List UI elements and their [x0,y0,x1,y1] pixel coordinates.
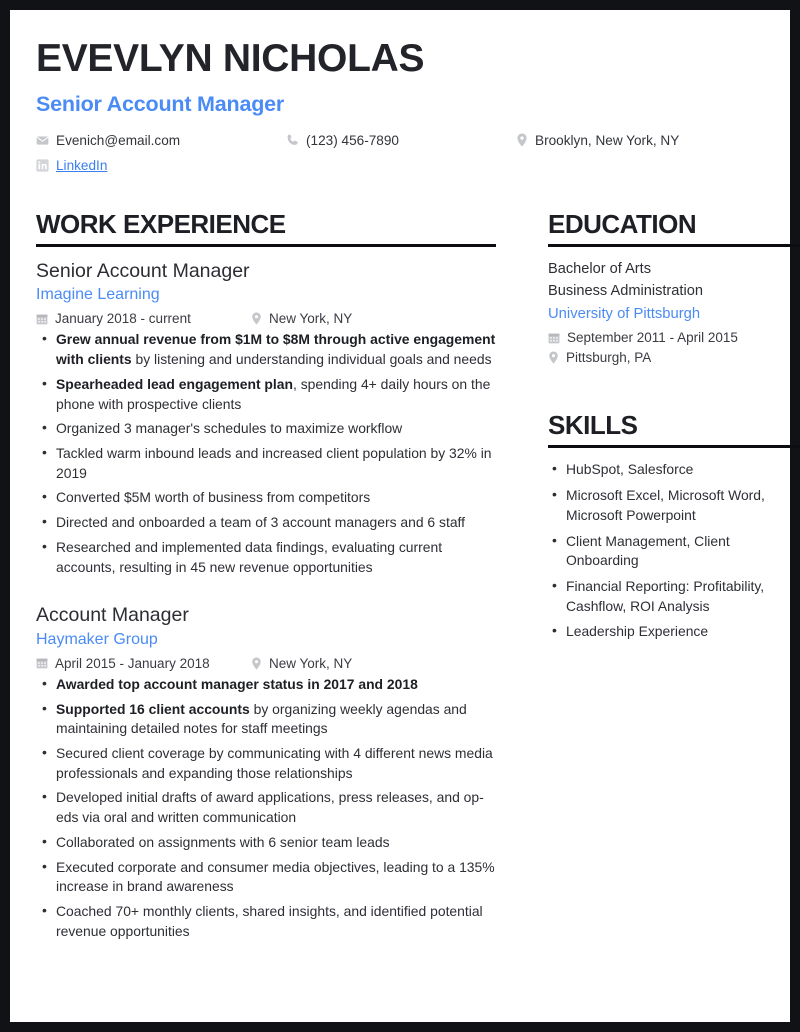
section-skills [548,410,800,642]
skills-heading-wrap [548,410,800,448]
work-entry-location [251,656,352,671]
work-entry-org: Imagine Learning [36,286,160,304]
bullet-item [36,744,496,783]
contact-phone-text: (123) 456-7890 [306,132,399,148]
list-item: • Financial Reporting: Profitability, Cashflow, ROI Analysis [548,577,800,616]
section-education [548,209,800,365]
contact-linkedin[interactable] [36,158,107,173]
bullet-rest: Executed corporate and consumer media objectives, leading to a 135% increase in brand awareness [56,858,495,895]
work-entry-role: Account Manager [36,604,189,627]
work-entry [36,259,496,577]
work-entry-bullets [36,330,496,577]
work-entry-bullets [36,675,496,942]
contact-email-text: Evenich@email.com [56,132,181,148]
contact-row-secondary [36,158,768,173]
education-location [548,350,800,365]
map-pin-icon [516,133,528,147]
bullet-rest: Directed and onboarded a team of 3 account managers and 6 staff [56,514,466,531]
bullet-bold: Grew annual revenue from $1M to $8M through active engagement with clients [56,331,496,368]
resume-body [36,209,768,947]
bullet-item [36,538,496,577]
resume-page [10,10,790,1022]
list-item: • Microsoft Excel, Microsoft Word, Microsoft Powerpoint [548,486,800,525]
bullet-item [36,419,496,439]
education-field: Business Administration [548,282,703,299]
work-entry-dates-text: January 2018 - current [55,311,191,327]
contact-location [516,133,679,148]
bullet-item [36,330,496,369]
work-entry-location-text: New York, NY [269,655,353,671]
bullet-bold: Supported 16 client accounts [56,700,250,717]
contact-phone[interactable] [286,133,516,148]
bullet-rest: , spending 4+ daily hours on the phone with prospective clients [56,375,491,412]
education-school: University of Pittsburgh [548,306,701,323]
bullet-rest: Converted $5M worth of business from competitors [56,489,371,506]
map-pin-icon [548,351,559,364]
calendar-icon [548,332,560,344]
bullet-item [36,700,496,739]
section-work-experience [36,209,496,942]
contact-linkedin-text[interactable]: LinkedIn [56,157,108,173]
bullet-rest: Secured client coverage by communicating with 4 different news media professionals and expanding those relationships [56,744,493,781]
list-item: • Client Management, Client Onboarding [548,532,800,571]
work-experience-heading-wrap [36,209,496,247]
education-heading: EDUCATION [548,208,697,239]
work-entry [36,603,496,941]
resume-header [36,39,768,173]
work-entry-dates [36,656,251,671]
skills-heading: SKILLS [548,410,638,441]
bullet-item [36,444,496,483]
bullet-rest: Coached 70+ monthly clients, shared insights, and identified potential revenue opportunities [56,903,483,939]
bullet-rest: Tackled warm inbound leads and increased client population by 32% in 2019 [56,444,492,481]
work-entry-meta [36,311,496,326]
contact-location-text: Brooklyn, New York, NY [535,132,680,148]
envelope-icon [36,134,49,147]
column-gap [496,209,548,947]
work-entry-dates-text: April 2015 - January 2018 [55,655,210,671]
bullet-item [36,375,496,414]
education-heading-wrap [548,209,800,247]
phone-icon [286,133,299,147]
education-degree: Bachelor of Arts [548,260,652,277]
map-pin-icon [251,312,262,325]
bullet-rest: Researched and implemented data findings, evaluating current accounts, resulting in 45 new revenue opportunities [56,538,443,575]
bullet-item [36,488,496,508]
work-entry-location [251,311,352,326]
work-experience-heading: WORK EXPERIENCE [36,208,286,239]
candidate-name: EVEVLYN NICHOLAS [36,37,425,80]
candidate-job-title: Senior Account Manager [36,91,285,116]
bullet-item [36,513,496,533]
right-column [548,209,800,947]
bullet-rest: Developed initial drafts of award applications, press releases, and op-eds via oral and written communication [56,789,484,826]
contact-email[interactable] [36,133,286,148]
list-item: • HubSpot, Salesforce [548,460,800,480]
bullet-item [36,833,496,853]
bullet-rest: by organizing weekly agendas and maintaining detailed notes for staff meetings [56,700,467,737]
bullet-item [36,902,496,941]
bullet-rest: by listening and understanding individual goals and needs [131,351,492,368]
bullet-bold: Awarded top account manager status in 2017 and 2018 [56,675,418,692]
bullet-item [36,788,496,827]
work-entry-meta [36,656,496,671]
education-dates [548,330,800,345]
work-entry-dates [36,311,251,326]
bullet-rest: Organized 3 manager's schedules to maximize workflow [56,420,403,437]
education-dates-text: September 2011 - April 2015 [567,330,738,346]
work-entry-role: Senior Account Manager [36,259,250,282]
bullet-bold: Spearheaded lead engagement plan [56,375,293,392]
bullet-item [36,858,496,897]
work-entry-org: Haymaker Group [36,630,158,648]
list-item: • Leadership Experience [548,622,800,642]
bullet-item [36,675,496,695]
education-location-text: Pittsburgh, PA [566,350,652,366]
map-pin-icon [251,657,262,670]
work-entry-location-text: New York, NY [269,311,353,327]
contact-row-primary [36,133,768,148]
linkedin-icon [36,159,49,172]
skills-list [548,460,800,642]
left-column [36,209,496,947]
bullet-rest: Collaborated on assignments with 6 senior team leads [56,833,390,850]
calendar-icon [36,313,48,325]
calendar-icon [36,657,48,669]
